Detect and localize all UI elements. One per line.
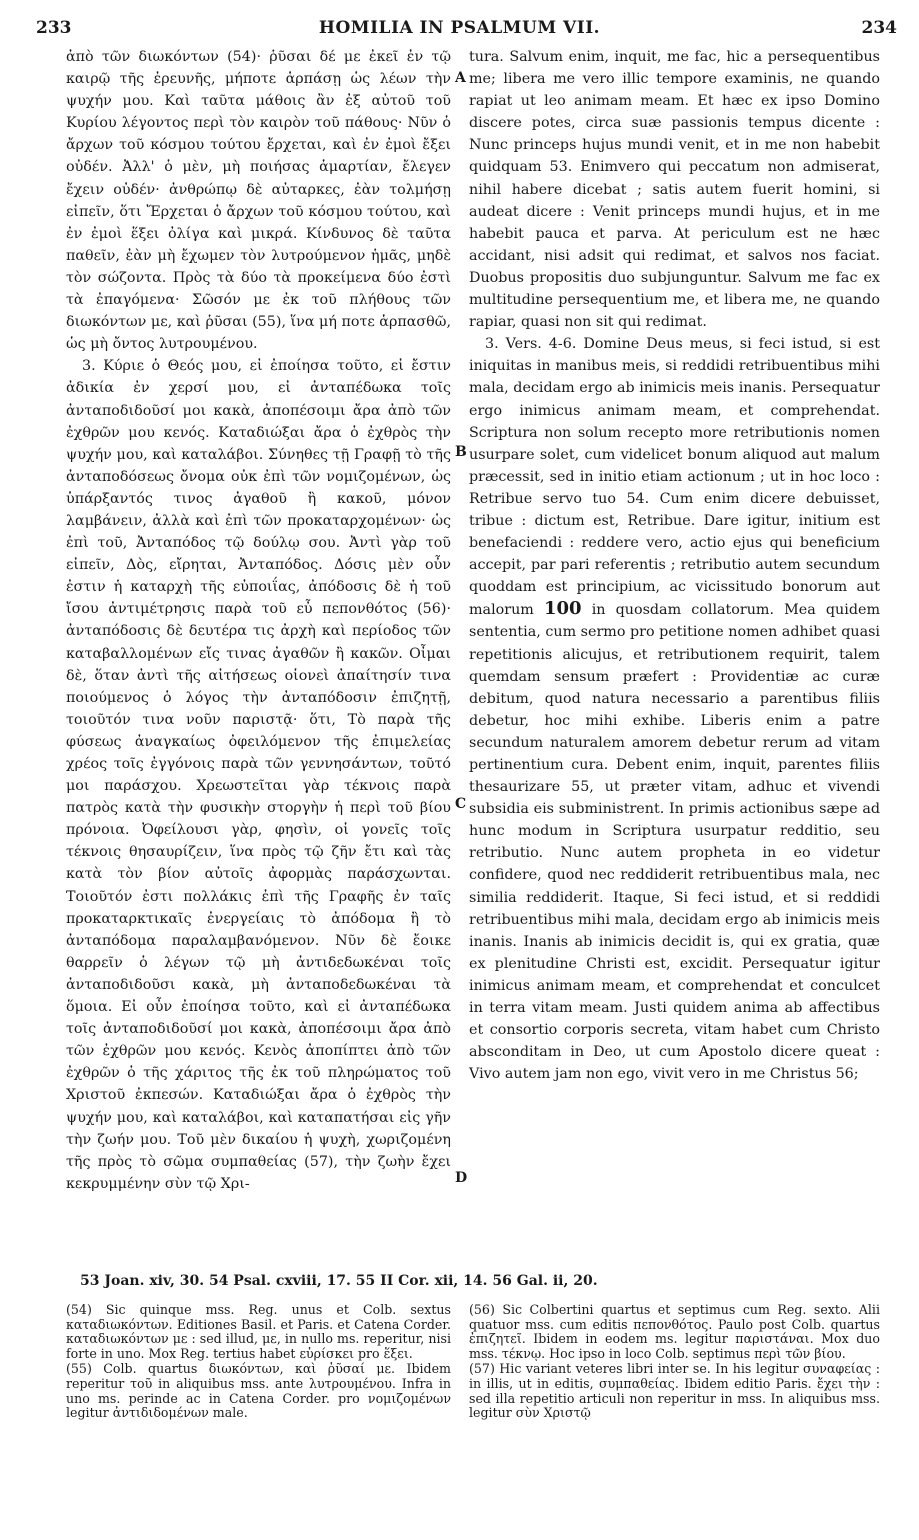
footnotes-right bbox=[469, 1303, 880, 1422]
running-title: HOMILIA IN PSALMUM VII. bbox=[318, 18, 601, 38]
footnote-54: (54) Sic quinque mss. Reg. unus et Colb. sextus καταδιωκόντων. Editiones Basil. et Paris. et Catena Corder. καταδιωκόντων με : sed illud, με, in nullo ms. reperitur, nisi forte in uno. Mox Reg. tertius habet εὑρίσκει pro ἕξει. bbox=[66, 1302, 451, 1361]
latin-paragraph-2 bbox=[469, 333, 880, 1085]
latin-paragraph-2-start: 3. Vers. 4-6. Domine Deus meus, si feci istud, si est iniquitas in manibus meis, si reddidi retribuentibus mihi mala, decidam ergo ab inimicis meis inanis. Persequatur ergo inimicus animam meam, et comprehendat. Scriptura non solum recepto more retributionis nomen usurpare solet, cum videlicet bonum aliquod aut malum præcessit, sed in initio etiam actionum ; ut in hoc loco : Retribue servo tuo 54. Cum enim dicere debuisset, tribue : dictum est, Retribue. Dare igitur, initium est benefaciendi : reddere vero, actio ejus qui beneficium accepit, par pari referentis ; retributio autem secundum quoddam est principium, ac vicissitudo bonorum aut malorum bbox=[469, 336, 880, 619]
page-number-left: 233 bbox=[36, 18, 72, 38]
latin-column bbox=[469, 46, 880, 1085]
footnote-57: (57) Hic variant veteres libri inter se. In his legitur συναφείας : in illis, ut in editis, συμπαθείας. Ibidem editio Paris. ἔχει τὴν : sed illa repetitio articuli non reperitur in mss. In aliquibus mss. legitur σὺν Χριστῷ bbox=[469, 1361, 880, 1421]
margin-letter-d: D bbox=[455, 1170, 468, 1186]
running-header bbox=[22, 18, 897, 42]
margin-letter-b: B bbox=[455, 444, 467, 460]
margin-letter-c: C bbox=[455, 796, 467, 812]
footnote-55: (55) Colb. quartus διωκόντων, καὶ ῥῦσαί με. Ibidem reperitur τοῦ in aliquibus mss. ante λυτρουμένου. Infra in uno ms. perinde ac in Catena Corder. pro νομιζομένων legitur ἀντιδιδομένων male. bbox=[66, 1361, 451, 1421]
greek-paragraph-1: ἀπὸ τῶν διωκόντων (54)· ῥῦσαι δέ με ἐκεῖ ἐν τῷ καιρῷ τῆς ἐρευνῆς, μήποτε ἁρπάσῃ ὡς λέων τὴν ψυχήν μου. Καὶ ταῦτα μάθοις ἂν ἐξ αὐτοῦ τοῦ Κυρίου λέγοντος περὶ τὸν καιρὸν τοῦ πάθους· Νῦν ὁ ἄρχων τοῦ κόσμου τούτου ἔρχεται, καὶ ἐν ἐμοὶ ἔξει οὐδέν. Ἀλλ' ὁ μὲν, μὴ ποιήσας ἁμαρτίαν, ἔλεγεν ἔχειν οὐδέν· ἀνθρώπῳ δὲ αὐταρκες, ἐὰν τολμήσῃ εἰπεῖν, ὅτι Ἔρχεται ὁ ἄρχων τοῦ κόσμου τούτου, καὶ ἐν ἐμοὶ ἕξει ὀλίγα καὶ μικρά. Κίνδυνος δὲ ταῦτα παθεῖν, ἐὰν μὴ ἔχωμεν τὸν λυτρούμενον ἡμᾶς, μηδὲ τὸν σώζοντα. Πρὸς τὰ δύο τὰ προκείμενα δύο ἐστὶ τὰ ἐπαγόμενα· Σῶσόν με ἐκ τοῦ πλήθους τῶν διωκόντων με, καὶ ῥῦσαι (55), ἵνα μή ποτε ἁρπασθῶ, ὡς μὴ ὄντος λυτρουμένου. bbox=[66, 49, 451, 353]
footnote-56: (56) Sic Colbertini quartus et septimus cum Reg. sexto. Alii quatuor mss. cum editis πεπονθότος. Paulo post Colb. quartus ἐπιζητεῖ. Ibidem in eodem ms. legitur παριστάναι. Mox duo mss. τέκνῳ. Hoc ipso in loco Colb. septimus περὶ τῶν βίου. bbox=[469, 1302, 880, 1361]
column-number: 100 bbox=[544, 598, 582, 620]
footnotes-left bbox=[66, 1303, 451, 1422]
latin-paragraph-2-end: in quosdam collatorum. Mea quidem sententia, cum sermo pro petitione nomen adhibet quasi repetitionis alicujus, et retributionem requirit, talem quemdam sensum præfert : Providentiæ ac curæ debitum, quod natura necessario a parentibus filiis debetur, hoc mihi exhibe. Liberis enim a patre secundum naturalem amorem debetur rerum ad vitam pertinentium cura. Debent enim, inquit, parentes filiis thesaurizare 55, ut præter vitam, adhuc et vivendi subsidia eis subministrent. In primis actionibus sæpe ad hunc modum in Scriptura usurpatur redditio, seu retributio. Nunc autem propheta in eo videtur confidere, quod nec reddiderit retribuentibus mala, nec similia reddiderit. Itaque, Si feci istud, et si reddidi retribuentibus mihi mala, decidam ergo ab inimicis meis inanis. Inanis ab inimicis decidit is, qui ex gratia, quæ ex plenitudine Christi est, excidit. Persequatur igitur inimicus animam meam, et comprehendat et conculcet in terra vitam meam. Justi quidem anima ab affectibus et consortio corporis secreta, vitam habet cum Christo absconditam in Deo, ut cum Apostolo dicere queat : Vivo autem jam non ego, vivit vero in me Christus 56; bbox=[469, 602, 880, 1083]
margin-letter-a: A bbox=[455, 70, 466, 86]
greek-column bbox=[66, 46, 451, 1195]
latin-paragraph-1: tura. Salvum enim, inquit, me fac, hic a persequentibus me; libera me vero illic tempore examinis, ne quando rapiat ut leo animam meam. Et hæc ex ipso Domino discere potes, circa suæ passionis tempus dicente : Nunc princeps hujus mundi venit, et in me non habebit quidquam 53. Enimvero qui peccatum non admiserat, nihil habere dicebat ; satis autem fuerit homini, si audeat dicere : Venit princeps mundi hujus, et in me habebit pauca et parva. At periculum est ne hæc accidant, nisi adsit qui redimat, et salvos nos faciat. Duobus propositis duo subjunguntur. Salvum me fac ex multitudine persequentium me, et libera me, ne quando rapiar, quasi non sit qui redimat. bbox=[469, 49, 880, 331]
scripture-references: 53 Joan. xiv, 30. 54 Psal. cxviii, 17. 55 II Cor. xii, 14. 56 Gal. ii, 20. bbox=[80, 1273, 598, 1289]
greek-paragraph-2: 3. Κύριε ὁ Θεός μου, εἰ ἐποίησα τοῦτο, εἰ ἔστιν ἀδικία ἐν χερσί μου, εἰ ἀνταπέδωκα τοῖς ἀνταποδιδοῦσί μοι κακὰ, ἀποπέσοιμι ἄρα ἀπὸ τῶν ἐχθρῶν μου κενός. Καταδιώξαι ἄρα ὁ ἐχθρὸς τὴν ψυχήν μου, καὶ καταλάβοι. Σύνηθες τῇ Γραφῇ τὸ τῆς ἀνταποδόσεως ὄνομα οὐκ ἐπὶ τῶν νομιζομένων, ὡς ὑπάρξαντός τινος ἀγαθοῦ ἢ κακοῦ, μόνον λαμβάνειν, ἀλλὰ καὶ ἐπὶ τῶν προκαταρχομένων· ὡς ἐπὶ τοῦ, Ἀνταπόδος τῷ δούλῳ σου. Ἀντὶ γὰρ τοῦ εἰπεῖν, Δὸς, εἴρηται, Ἀνταπόδος. Δόσις μὲν οὖν ἐστιν ἡ καταρχὴ τῆς εὐποιΐας, ἀπόδοσις δὲ ἡ τοῦ ἴσου ἀντιμέτρησις παρὰ τοῦ εὖ πεπονθότος (56)· ἀνταπόδοσις δὲ δευτέρα τις ἀρχὴ καὶ περίοδος τῶν καταβαλλομένων εἴς τινας ἀγαθῶν ἢ κακῶν. Οἶμαι δὲ, ὅταν ἀντὶ τῆς αἰτήσεως οἱονεὶ ἀπαίτησίν τινα ποιούμενος ὁ λόγος τὴν ἀνταπόδοσιν ἐπιζητῇ, τοιοῦτόν τινα νοῦν παριστᾷ· ὅτι, Τὸ παρὰ τῆς φύσεως ἀναγκαίως ὀφειλόμενον τῆς ἐπιμελείας χρέος τοῖς ἐγγόνοις παρὰ τῶν γεννησάντων, τοῦτό μοι παράσχου. Χρεωστεῖται γὰρ τέκνοις παρὰ πατρὸς κατὰ τὴν φυσικὴν στοργὴν ἡ περὶ τοῦ βίου πρόνοια. Ὀφείλουσι γὰρ, φησὶν, οἱ γονεῖς τοῖς τέκνοις θησαυρίζειν, ἵνα πρὸς τῷ ζῆν ἔτι καὶ τὰς κατὰ τὸν βίον αὐτοῖς ἀφορμὰς παράσχωνται. Τοιοῦτόν ἐστι πολλάκις ἐπὶ τῆς Γραφῆς ἐν ταῖς προκαταρκτικαῖς ἐνεργείαις τὸ ἀπόδομα ἢ τὸ ἀνταπόδομα παραλαμβανόμενον. Νῦν δὲ ἔοικε θαρρεῖν ὁ λέγων τῷ μὴ ἀντιδεδωκέναι τοῖς ἀνταποδιδοῦσι κακὰ, μὴ ἀνταποδεδωκέναι τὰ ὅμοια. Εἰ οὖν ἐποίησα τοῦτο, καὶ εἰ ἀνταπέδωκα τοῖς ἀνταποδιδοῦσί μοι κακὰ, ἀποπέσοιμι ἄρα ἀπὸ τῶν ἐχθρῶν μου κενός. Κενὸς ἀποπίπτει ἀπὸ τῶν ἐχθρῶν ὁ τῆς χάριτος τῆς ἐκ τοῦ πληρώματος τοῦ Χριστοῦ ἐκπεσών. Καταδιώξαι ἄρα ὁ ἐχθρὸς τὴν ψυχήν μου, καὶ καταλάβοι, καὶ καταπατήσαι εἰς γῆν τὴν ζωήν μου. Τοῦ μὲν δικαίου ἡ ψυχὴ, χωριζομένη τῆς πρὸς τὸ σῶμα συμπαθείας (57), τὴν ζωὴν ἔχει κεκρυμμένην σὺν τῷ Χρι- bbox=[66, 358, 451, 1192]
page-number-right: 234 bbox=[861, 18, 897, 38]
